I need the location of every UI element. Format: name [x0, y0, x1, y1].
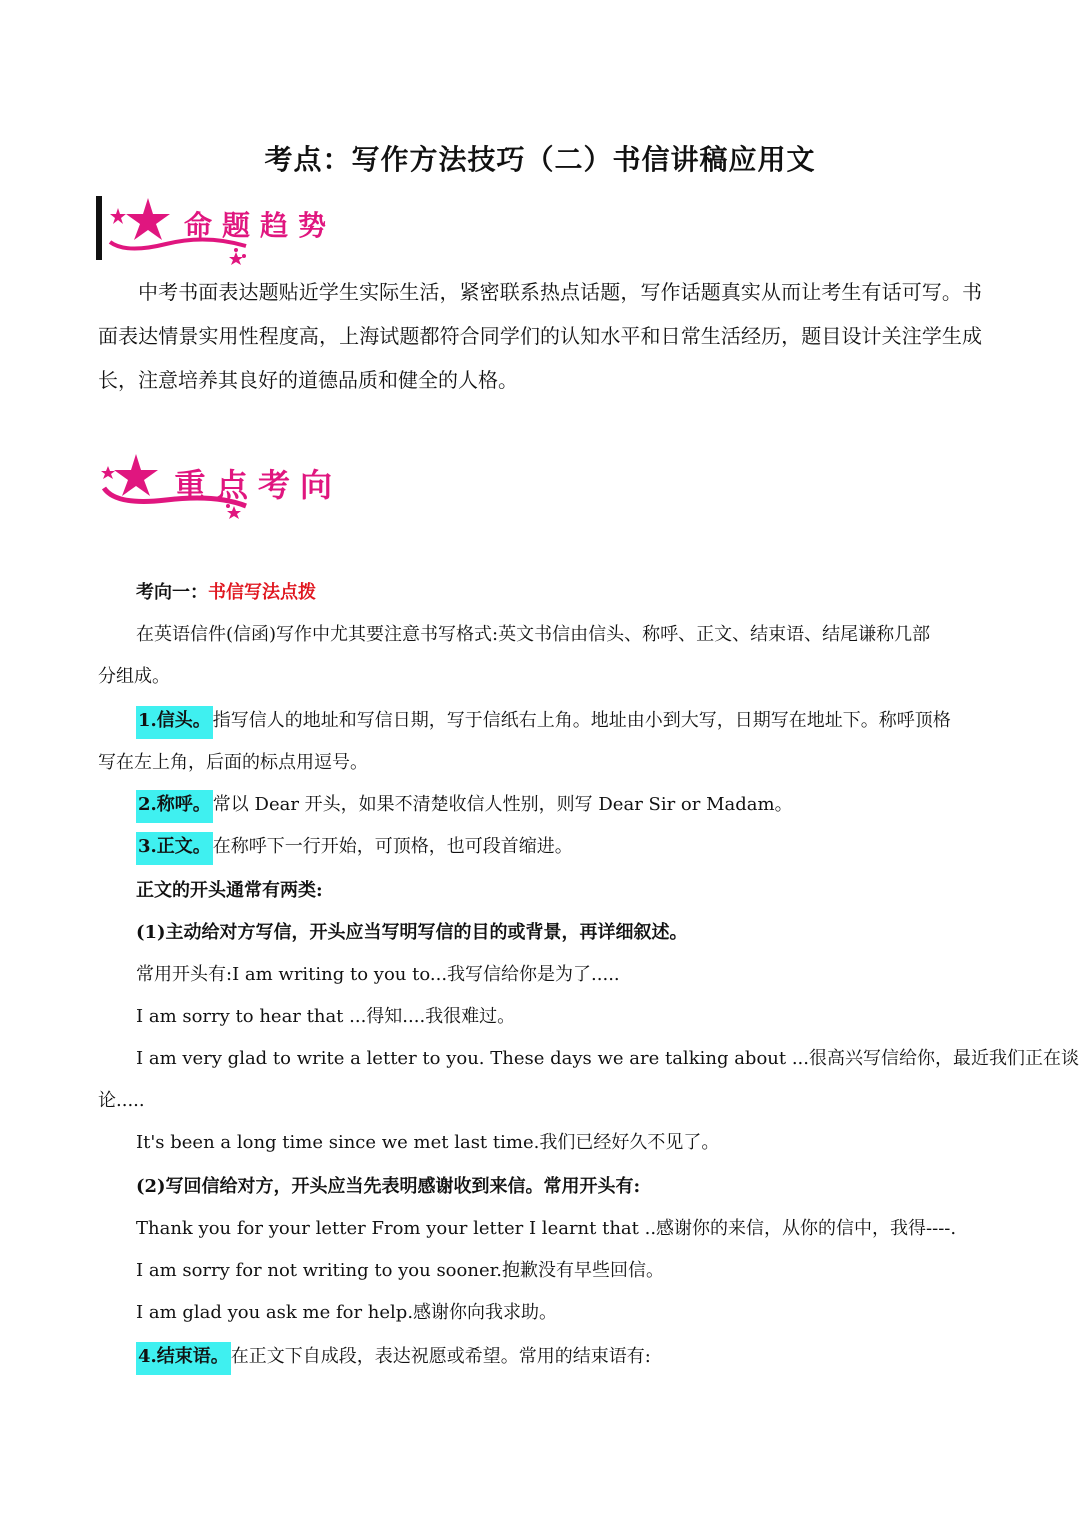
item-label-highlight: 4.结束语。	[136, 1342, 231, 1375]
section-banner-trend	[96, 190, 356, 268]
item-label-highlight: 1.信头。	[136, 706, 213, 739]
type1-heading: (1)主动给对方写信，开头应当写明写信的目的或背景，再详细叙述。	[136, 922, 688, 943]
item-header-cont: 写在左上角，后面的标点用逗号。	[98, 752, 368, 773]
section-heading-trend: 命题趋势	[184, 209, 337, 242]
page-title: 考点：写作方法技巧（二）书信讲稿应用文	[264, 143, 816, 176]
intro-line-1: 在英语信件(信函)写作中尤其要注意书写格式:英文书信由信头、称呼、正文、结束语、结尾谦称几部	[136, 624, 931, 645]
opening-types-heading: 正文的开头通常有两类:	[136, 880, 323, 901]
type1-example-2: I am sorry to hear that ...得知....我很难过。	[136, 1006, 516, 1027]
type1-example-4: It's been a long time since we met last time.我们已经好久不见了。	[136, 1132, 720, 1153]
type2-example-2: I am sorry for not writing to you sooner.抱歉没有早些回信。	[136, 1260, 664, 1281]
trend-paragraph: 中考书面表达题贴近学生实际生活，紧密联系热点话题，写作话题真实从而让考生有话可写。书面表达情景实用性程度高，上海试题都符合同学们的认知水平和日常生活经历，题目设计关注学生成长，注意培养其良好的道德品质和健全的人格。	[98, 280, 982, 392]
type1-example-1: 常用开头有:I am writing to you to...我写信给你是为了.....	[136, 964, 620, 985]
item-body: 3.正文。 在称呼下一行开始，可顶格，也可段首缩进。	[136, 832, 573, 858]
section-banner-focus	[96, 448, 376, 528]
type2-example-3: I am glad you ask me for help.感谢你向我求助。	[136, 1302, 558, 1323]
section-heading-focus: 重点考向	[174, 466, 343, 504]
item-label-highlight: 2.称呼。	[136, 790, 213, 823]
type2-example-1: Thank you for your letter From your letter I learnt that ..感谢你的来信，从你的信中，我得----.	[136, 1218, 957, 1239]
type2-heading: (2)写回信给对方，开头应当先表明感谢收到来信。常用开头有:	[136, 1176, 641, 1197]
intro-line-2: 分组成。	[98, 666, 170, 687]
type1-example-3-cont: 论.....	[98, 1090, 145, 1111]
item-header: 1.信头。 指写信人的地址和写信日期，写于信纸右上角。地址由小到大写，日期写在地址下。称呼顶格	[136, 706, 951, 732]
direction-heading: 考向一：书信写法点拨	[136, 582, 316, 603]
item-closing: 4.结束语。 在正文下自成段，表达祝愿或希望。常用的结束语有:	[136, 1342, 651, 1368]
item-label-highlight: 3.正文。	[136, 832, 213, 865]
item-salutation: 2.称呼。 常以 Dear 开头，如果不清楚收信人性别，则写 Dear Sir or Madam。	[136, 790, 793, 816]
type1-example-3: I am very glad to write a letter to you. These days we are talking about ...很高兴写信给你，最近我们正在谈	[136, 1048, 1079, 1069]
